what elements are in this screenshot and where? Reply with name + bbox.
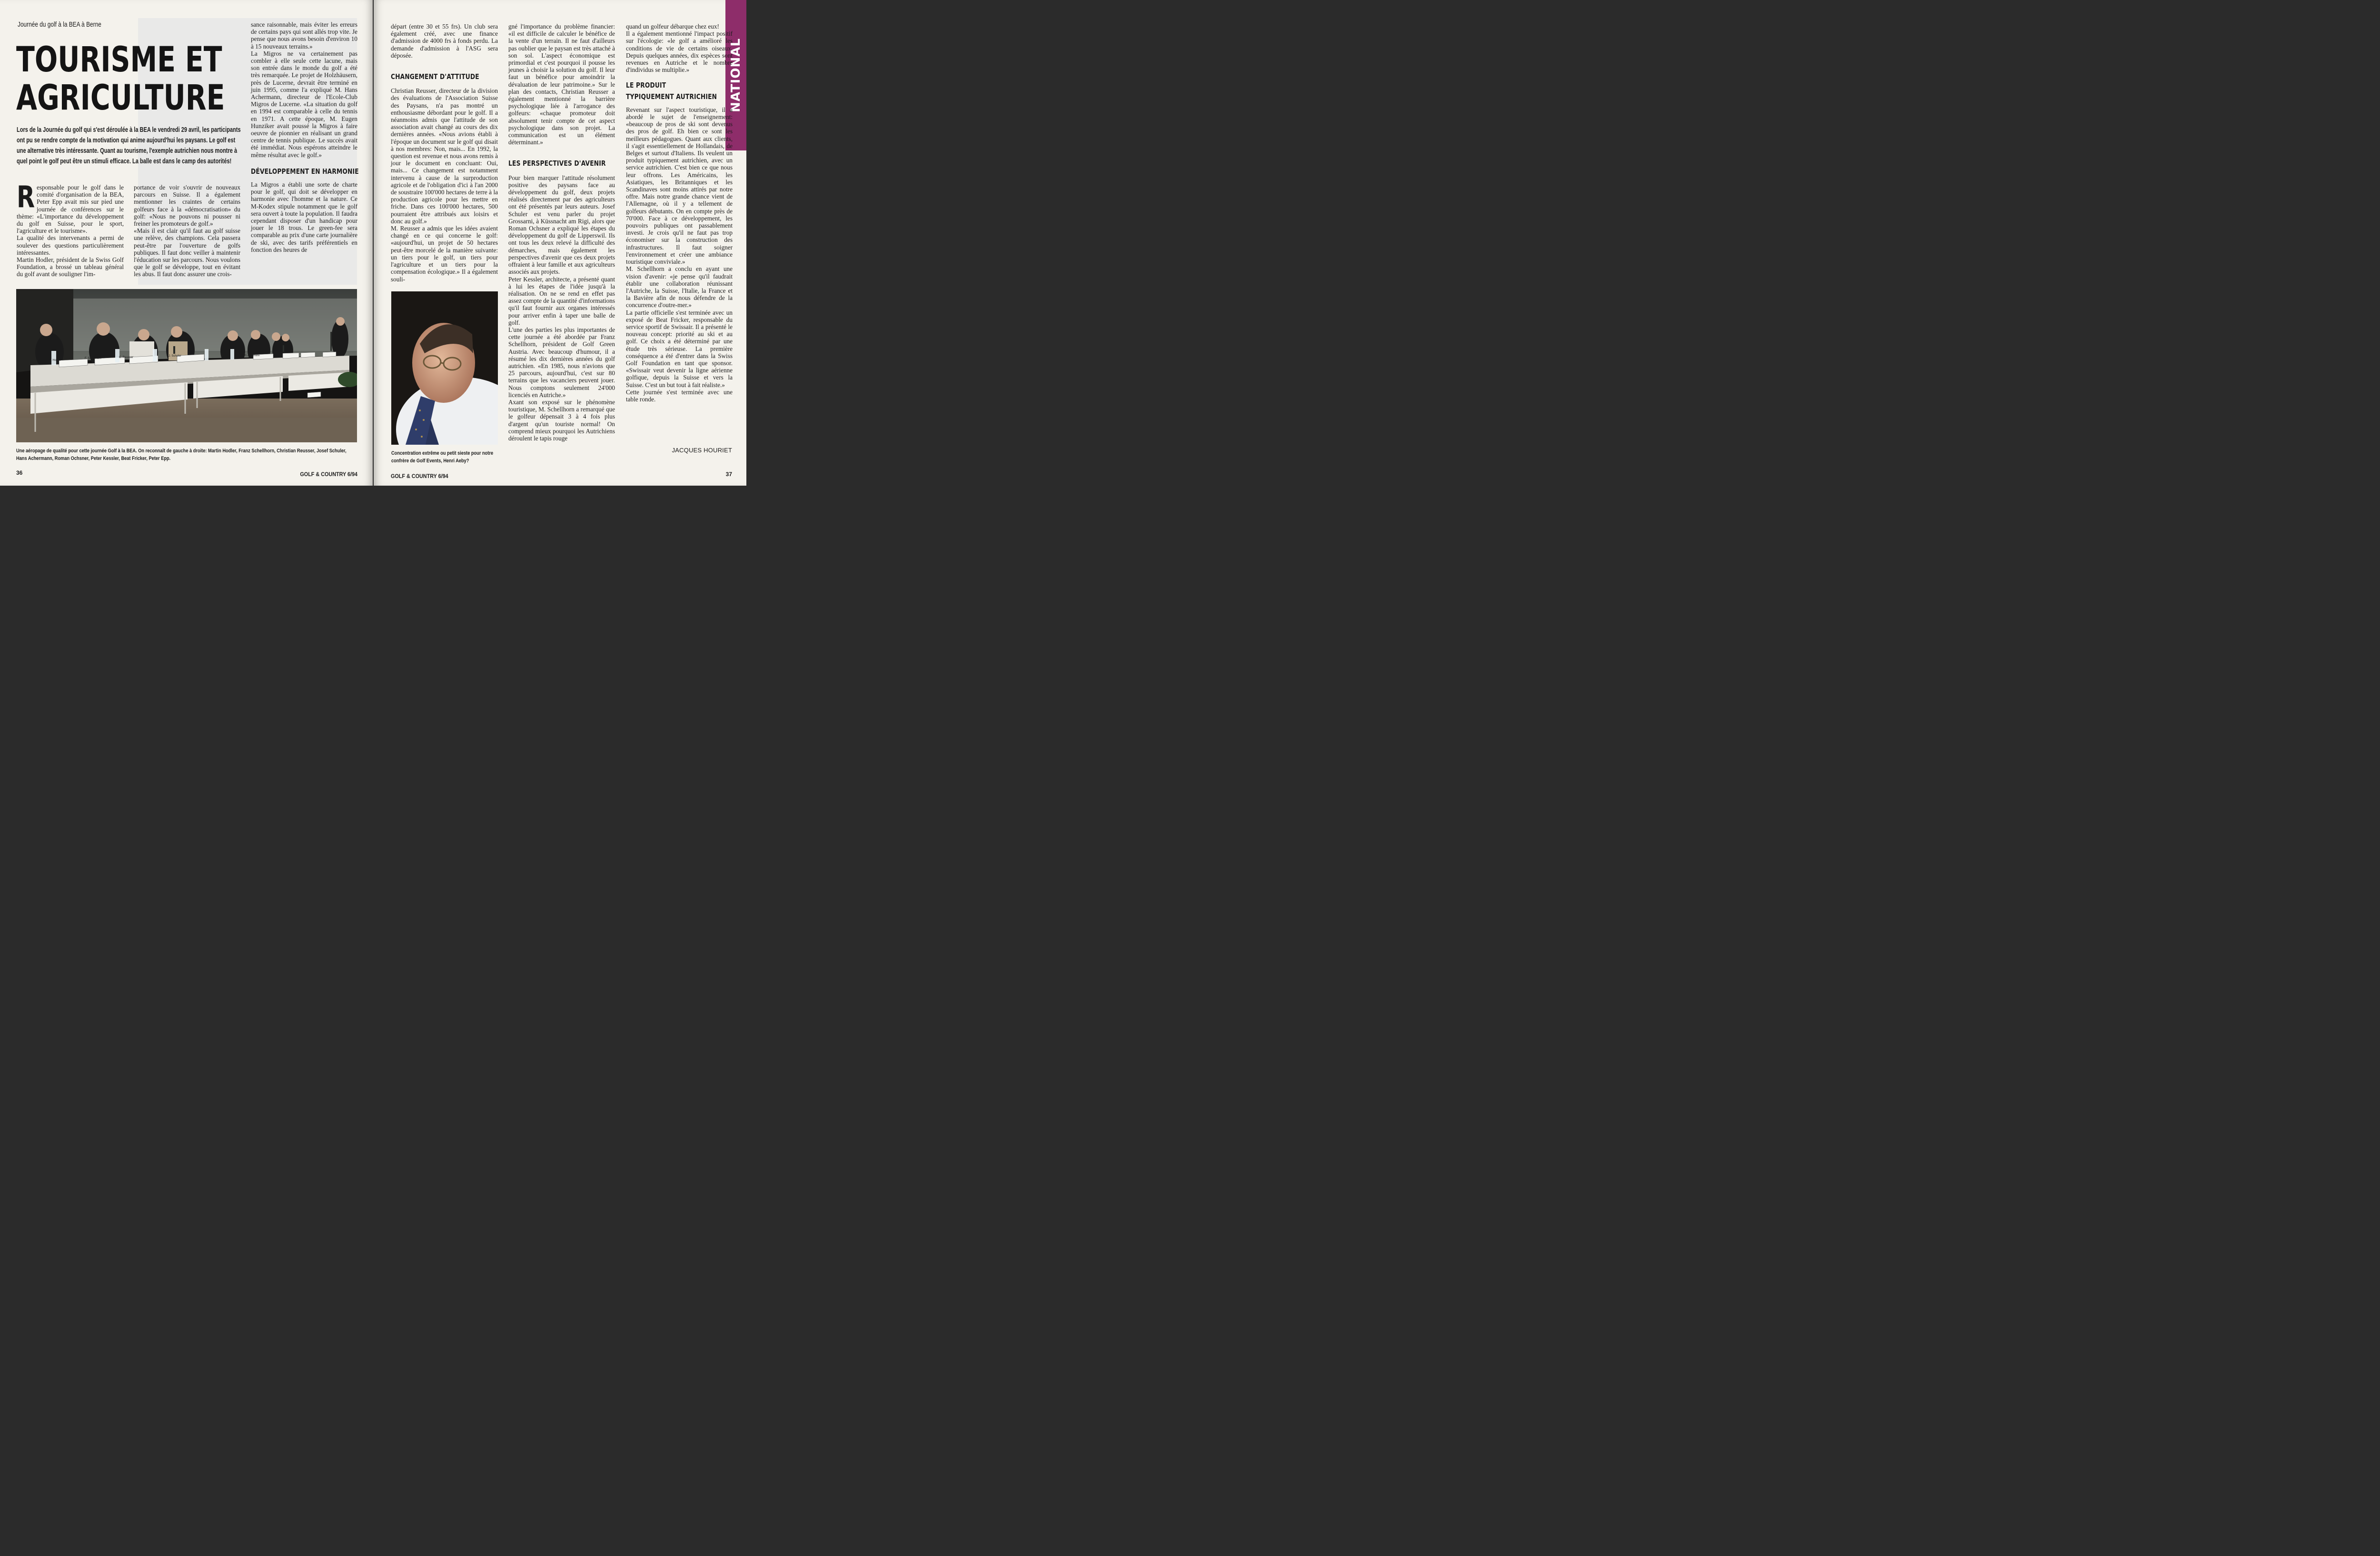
page-number-left: 36 xyxy=(16,469,23,476)
col5-paragraph-1: gné l'importance du problème financier: «il est difficile de calculer le bénéfice de la vente d'un terrain. Il ne faut d'ailleurs pas oublier que le paysan est très attaché à son sol. L'aspect économique est primordial et c'est pourquoi il pousse les jeunes à choisir la solution du golf. Il leur faut un bénéfice pour amoindrir la dévaluation de leur patrimoine.» Sur le plan des contacts, Christian Reusser a également mentionné la barrière psychologique liée à l'arrogance des golfeurs: «chaque promoteur doit absolument tenir compte de cet aspect psychologique dans son projet. La communication est un élément déterminant.» xyxy=(508,23,615,146)
col5-paragraph-4: L'une des parties les plus importantes de cette journée a été abordée par Franz Schellhorn, président de Golf Green Austria. Avec beaucoup d'humour, il a résumé les dix dernières années du golf autrichien. «En 1985, nous n'avions que 25 parcours, aujourd'hui, c'est sur 80 terrains que les vacanciers peuvent jouer. Nous comptons seulement 24'000 licenciés en Autriche.» xyxy=(508,326,615,399)
title-line-2: AGRICULTURE xyxy=(16,78,225,118)
col5-paragraph-5: Axant son exposé sur le phénomène touristique, M. Schellhorn a remarqué que le golfeur dépensait 3 à 4 fois plus d'argent qu'un touriste normal! On comprend mieux pourquoi les Autrichiens déroulent le tapis rouge xyxy=(508,398,615,442)
col6-paragraph-5: La partie officielle s'est terminée avec un exposé de Beat Fricker, responsable du service sportif de Swissair. Il a présenté le nouveau concept: priorité au ski et au golf. Ce choix a été déterminé par une étude très sérieuse. La première conséquence a été d'entrer dans la Swiss Golf Foundation en tant que sponsor. «Swissair veut devenir la ligne aérienne golfique, depuis la Suisse et vers la Suisse. C'est un but tout à fait réaliste.» xyxy=(626,309,733,389)
col4-paragraph-1: départ (entre 30 et 55 frs). Un club sera également créé, avec une finance d'admission de 4000 frs à fonds perdu. La demande d'admission à l'ASG sera déposée. xyxy=(391,23,498,59)
col1-paragraph-2: La qualité des intervenants a permi de soulever des questions particulièrement intéressantes. xyxy=(17,234,124,256)
col2-paragraph-2: «Mais il est clair qu'il faut au golf suisse une relève, des champions. Cela passera peut-être par l'ouverture de golfs publiques. Il faut donc veiller à maintenir l'éducation sur les parcours. Nous voulons que le golf se développe, tout en évitant les abus. Il faut donc assurer une crois- xyxy=(134,227,240,278)
col6-paragraph-6: Cette journée s'est terminée avec une table ronde. xyxy=(626,388,733,403)
article-title xyxy=(16,41,225,117)
col1-paragraph-3: Martin Hodler, président de la Swiss Golf Foundation, a brossé un tableau général du golf avant de souligner l'im- xyxy=(17,256,124,278)
conference-photo xyxy=(16,289,357,442)
magazine-footer-left: GOLF & COUNTRY 6/94 xyxy=(300,471,357,478)
column-6 xyxy=(626,23,733,403)
nameplate: M. Hodler xyxy=(49,359,61,362)
henri-aeby-photo xyxy=(391,291,498,445)
col2-paragraph-1: portance de voir s'ouvrir de nouveaux parcours en Suisse. Il a également mentionner les craintes de certains golfeurs face à la «démocratisation» du golf: «Nous ne pouvons ni pousser ni freiner les promoteurs de golf.» xyxy=(134,184,240,228)
col6-paragraph-3: Revenant sur l'aspect touristique, il a abordé le sujet de l'enseignement: «beaucoup de pros de ski sont devenus des pros de golf. Eh bien ce sont les meilleurs pédagogues. Quant aux clients, il s'agit essentiellement de Hollandais, de Belges et surtout d'Italiens. Ils veulent un produit typiquement autrichien, avec un service autrichien. C'est bien ce que nous leur offrons. Les Américains, les Asiatiques, les Britanniques et les Scandinaves sont moins attirés par notre offre. Mais notre grande chance vient de l'Allemagne, où il y a tellement de golfeurs débutants. On en compte près de 70'000. Face à ce développement, les pouvoirs publiques ont passablement investi. Je crois qu'il ne faut pas trop économiser sur la construction des infrastructures. Il faut soigner l'environnement et créer une ambiance touristique conviviale.» xyxy=(626,106,733,266)
section-tab-label: NATIONAL xyxy=(729,38,743,112)
col3-paragraph-1: sance raisonnable, mais éviter les erreurs de certains pays qui sont allés trop vite. Je pense que nous avons besoin d'environ 10 à 15 nouveaux terrains.» xyxy=(251,21,357,50)
subhead-produit-line-1: LE PRODUIT xyxy=(626,81,666,90)
column-4 xyxy=(391,23,498,283)
nameplate: C. Reusser xyxy=(119,356,134,359)
title-line-1: TOURISME ET xyxy=(16,40,222,80)
article-kicker: Journée du golf à la BEA à Berne xyxy=(18,21,101,29)
drop-cap: R xyxy=(17,180,35,214)
col1-paragraph-1: esponsable pour le golf dans le comité d'organisation de la BEA, Peter Epp avait mis sur pied une journée de conférences sur le thème: «L'importance du développement du golf en Suisse, pour le sport, l'agriculture et le tourisme». xyxy=(17,184,124,235)
col3-paragraph-2: La Migros ne va certainement pas combler à elle seule cette lacune, mais son entrée dans le monde du golf a été très remarquée. Le projet de Holzhäusern, près de Lucerne, devrait être terminé en juin 1995, comme l'a expliqué M. Hans Achermann, directeur de l'Ecole-Club Migros de Lucerne. «La situation du golf en 1994 est comparable à celle du tennis en 1971. A cette époque, M. Eugen Hunziker avait poussé la Migros à faire oeuvre de pionnier en réalisant un grand centre de tennis publique. Le succès avait été immédiat. Nous espérons atteindre le même résultat avec le golf.» xyxy=(251,50,357,159)
subhead-perspectives: LES PERSPECTIVES D'AVENIR xyxy=(508,159,606,168)
column-1 xyxy=(17,180,124,278)
col4-paragraph-2: Christian Reusser, directeur de la division des évaluations de l'Association Suisse des Paysans, n'a pas montré un enthousiasme débordant pour le golf. Il a néanmoins admis que l'attitude de son association avait changé au cours des dix dernières années. «Nous avions établi à l'époque un document sur le golf qui disait à nos membres: Non, mais... En 1992, la question est revenue et nous avons remis à jour le document en concluant: Oui, mais... Ce changement est notamment intervenu à cause de la surproduction agricole et de l'obligation d'ici à l'an 2000 de soustraire 100'000 hectares de terre à la production agricole pour les mettre en friche. Dans ces 100'000 hectares, 500 pourraient être attribués aux loisirs et donc au golf.» xyxy=(391,87,498,225)
author-byline: JACQUES HOURIET xyxy=(672,447,732,454)
col6-paragraph-4: M. Schellhorn a conclu en ayant une vision d'avenir: «je pense qu'il faudrait établir une collaboration réunissant l'Autriche, la Suisse, l'Italie, la France et la Bavière afin de nous défendre de la concurrence d'outre-mer.» xyxy=(626,265,733,309)
subhead-changement: CHANGEMENT D'ATTITUDE xyxy=(391,72,479,81)
column-2 xyxy=(134,184,240,278)
right-page xyxy=(374,0,746,486)
nameplate: F. Schellhorn xyxy=(85,357,101,360)
col6-paragraph-1: quand un golfeur débarque chez eux! xyxy=(626,23,719,30)
photo-caption-right: Concentration extrême ou petit sieste pour notre confrère de Golf Events, Henri Aeby? xyxy=(391,450,494,464)
subhead-produit-line-2: TYPIQUEMENT AUTRICHIEN xyxy=(626,92,717,101)
portrait-illustration xyxy=(391,291,498,445)
photo-caption-left: Une aéropage de qualité pour cette journée Golf à la BEA. On reconnaît de gauche à droite: Martin Hodler, Franz Schellhorn, Christian Reusser, Josef Schuler, Hans Achermann, Roman Ochsner, Peter Kessler, Beat Fricker, Peter Epp. xyxy=(16,448,347,461)
column-3 xyxy=(251,21,357,253)
col5-paragraph-3: Peter Kessler, architecte, a présenté quant à lui les étapes de l'idée jusqu'à la réalisation. On ne se rend en effet pas assez compte de la quantité d'informations qu'il faut fournir aux organes intéressés pour arriver enfin à taper une balle de golf. xyxy=(508,275,615,326)
lead-paragraph xyxy=(17,125,242,177)
lead-text: Lors de la Journée du golf qui s'est déroulée à la BEA le vendredi 29 avril, les participants ont pu se rendre compte de la motivation qui anime aujourd'hui les paysans. Le golf est une alternative très intéressante. Quant au tourisme, l'exemple autrichien nous montre à quel point le golf peut être un stimuli efficace. La balle est dans le camp des autorités! xyxy=(17,126,241,165)
nameplate: H. Achermann xyxy=(245,354,260,357)
conference-photo-illustration xyxy=(16,289,357,442)
col6-paragraph-2: Il a également mentionné l'impact positif sur l'écologie: «le golf a amélioré les conditions de vie de certains oiseaux. Depuis quelques années, dix espèces sont revenues en Autriche et le nombre d'individus se multiplie.» xyxy=(626,30,733,74)
col4-paragraph-3: M. Reusser a admis que les idées avaient changé en ce qui concerne le golf: «aujourd'hui, un projet de 50 hectares peut-être morcelé de la manière suivante: un tiers pour le golf, un tiers pour l'agriculture et un tiers pour la compensation écologique.» Il a également souli- xyxy=(391,225,498,283)
col5-paragraph-2: Pour bien marquer l'attitude résolument positive des paysans face au développement du golf, deux projets réalisés directement par des agriculteurs ont été présentés par leurs auteurs. Josef Schuler est venu parler du projet Grossarni, à Küssnacht am Rigi, alors que Roman Ochsner a expliqué les étapes du développement du golf de Lipperswil. Ils ont tous les deux relevé la difficulté des démarches, mais également les perspectives d'avenir que ces deux projets offraient à leur famille et aux agriculteurs associés aux projets. xyxy=(508,174,615,276)
subhead-developpement: DÉVELOPPEMENT EN HARMONIE xyxy=(251,167,359,176)
col3-paragraph-3: La Migros a établi une sorte de charte pour le golf, qui doit se développer en harmonie avec l'homme et la nature. Ce M-Kodex stipule notamment que le golf sera ouvert à toute la population. Il faudra cependant disposer d'un handicap pour jouer le 18 trous. Le green-fee sera comparable au prix d'une carte journalière de ski, avec des tarifs préférentiels en fonction des heures de xyxy=(251,181,357,253)
left-page xyxy=(0,0,373,486)
magazine-footer-right: GOLF & COUNTRY 6/94 xyxy=(391,473,448,479)
column-5 xyxy=(508,23,615,442)
page-number-right: 37 xyxy=(725,471,732,478)
nameplate: J. Schuler xyxy=(169,355,181,358)
